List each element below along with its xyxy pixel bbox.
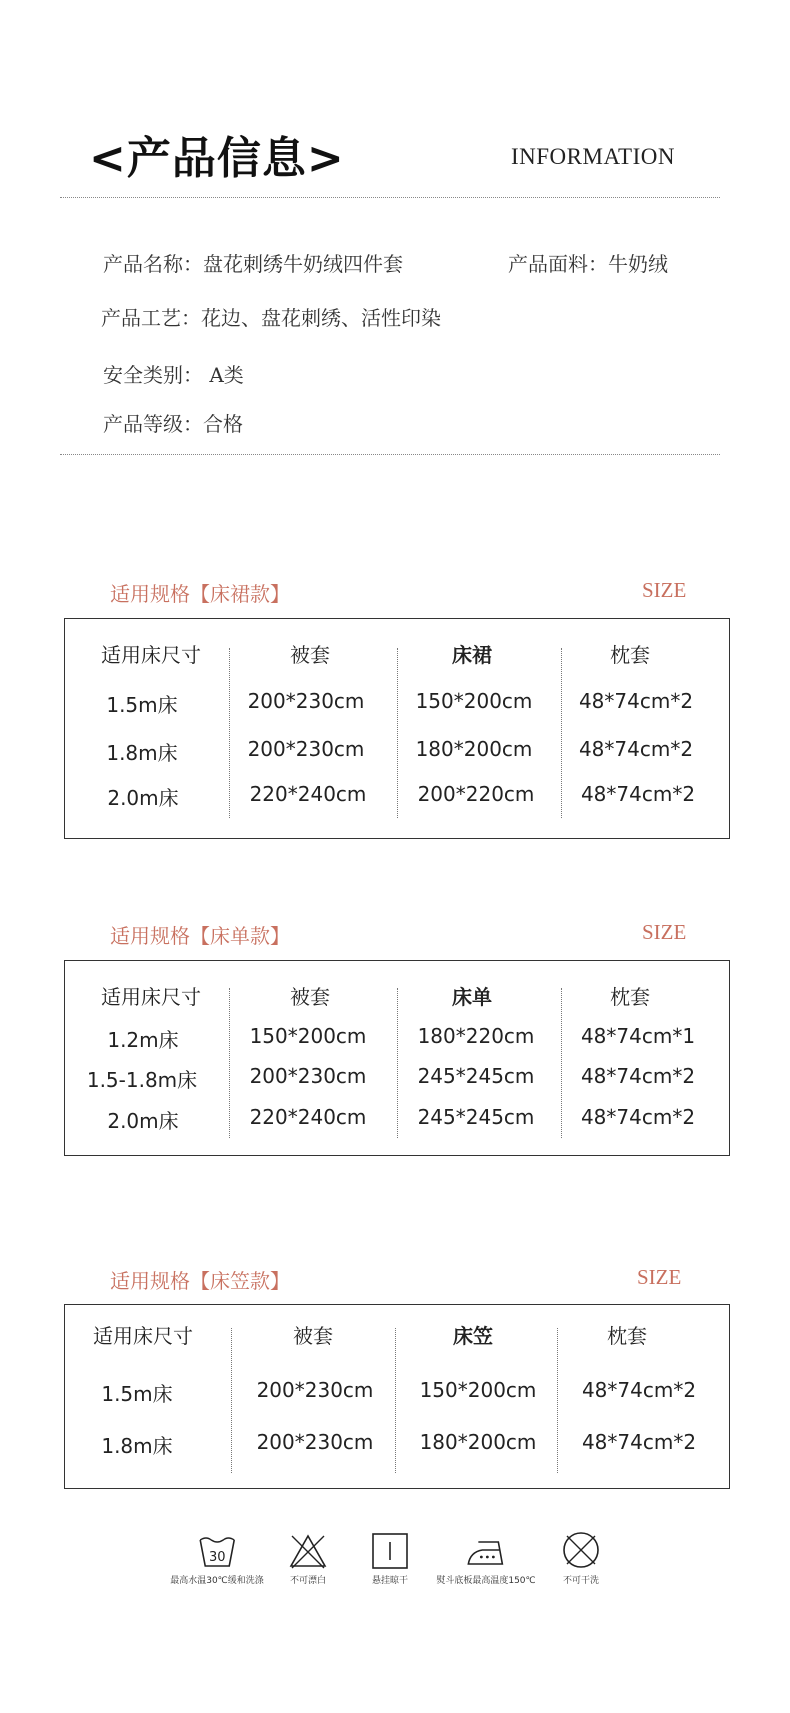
table-cell: 180*200cm bbox=[415, 737, 533, 761]
section-label-fitted: 适用规格【床笠款】 bbox=[110, 1269, 290, 1293]
no-dry-clean-icon bbox=[561, 1530, 601, 1570]
table-cell: 220*240cm bbox=[249, 782, 367, 806]
page-title: <产品信息> bbox=[89, 133, 345, 184]
table-cell: 48*74cm*2 bbox=[580, 1064, 696, 1088]
section-label-sheet: 适用规格【床单款】 bbox=[110, 924, 290, 948]
care-label: 最高水温30℃缓和洗涤 bbox=[170, 1576, 264, 1586]
care-hang-dry bbox=[370, 1532, 410, 1586]
table-cell: 48*74cm*2 bbox=[581, 1378, 697, 1402]
care-no-bleach bbox=[288, 1532, 328, 1586]
table-cell: 2.0m床 bbox=[107, 786, 179, 810]
section-size-sheet: SIZE bbox=[642, 920, 687, 944]
table-cell: 48*74cm*2 bbox=[580, 782, 696, 806]
table-header: 床单 bbox=[452, 985, 492, 1009]
table-cell: 200*230cm bbox=[247, 737, 365, 761]
table-cell: 220*240cm bbox=[249, 1105, 367, 1129]
table-divider bbox=[229, 648, 230, 818]
product-safety: 安全类别： A类 bbox=[103, 363, 244, 387]
care-iron bbox=[436, 1532, 535, 1586]
care-label: 熨斗底板最高温度150℃ bbox=[436, 1576, 536, 1586]
product-craft: 产品工艺：花边、盘花刺绣、活性印染 bbox=[101, 306, 441, 330]
table-cell: 200*230cm bbox=[249, 1064, 367, 1088]
care-label: 悬挂晾干 bbox=[371, 1576, 408, 1586]
table-header: 床笠 bbox=[453, 1324, 493, 1348]
care-label: 不可干洗 bbox=[562, 1576, 599, 1586]
table-cell: 48*74cm*2 bbox=[578, 737, 694, 761]
product-fabric: 产品面料：牛奶绒 bbox=[508, 252, 668, 276]
table-header: 适用床尺寸 bbox=[101, 643, 201, 667]
care-no-dry-clean bbox=[561, 1530, 601, 1586]
table-header: 枕套 bbox=[610, 985, 650, 1009]
care-label: 不可漂白 bbox=[289, 1576, 326, 1586]
table-divider bbox=[395, 1328, 396, 1473]
table-divider bbox=[397, 648, 398, 818]
table-cell: 48*74cm*2 bbox=[578, 689, 694, 713]
table-cell: 180*200cm bbox=[419, 1430, 537, 1454]
table-cell: 150*200cm bbox=[419, 1378, 537, 1402]
table-header: 枕套 bbox=[610, 643, 650, 667]
table-header: 被套 bbox=[293, 1324, 333, 1348]
care-wash bbox=[170, 1532, 264, 1586]
product-grade: 产品等级：合格 bbox=[103, 412, 243, 436]
table-divider bbox=[229, 988, 230, 1138]
table-cell: 1.2m床 bbox=[107, 1028, 179, 1052]
wash-temperature: 30 bbox=[208, 1550, 226, 1565]
table-cell: 1.8m床 bbox=[101, 1434, 173, 1458]
table-header: 适用床尺寸 bbox=[101, 985, 201, 1009]
divider-top bbox=[60, 197, 720, 198]
table-divider bbox=[397, 988, 398, 1138]
table-cell: 245*245cm bbox=[417, 1105, 535, 1129]
table-cell: 200*230cm bbox=[256, 1378, 374, 1402]
section-label-bedskirt: 适用规格【床裙款】 bbox=[110, 582, 290, 606]
wash-30-icon bbox=[197, 1532, 237, 1570]
table-divider bbox=[561, 988, 562, 1138]
iron-150-icon bbox=[464, 1532, 508, 1570]
table-cell: 1.8m床 bbox=[106, 741, 178, 765]
table-header: 适用床尺寸 bbox=[93, 1324, 193, 1348]
table-divider bbox=[561, 648, 562, 818]
table-cell: 200*230cm bbox=[247, 689, 365, 713]
table-header: 被套 bbox=[290, 985, 330, 1009]
table-cell: 2.0m床 bbox=[107, 1109, 179, 1133]
table-header: 被套 bbox=[290, 643, 330, 667]
table-cell: 1.5m床 bbox=[101, 1382, 173, 1406]
table-cell: 48*74cm*2 bbox=[581, 1430, 697, 1454]
table-cell: 1.5m床 bbox=[106, 693, 178, 717]
table-cell: 200*220cm bbox=[417, 782, 535, 806]
hang-dry-icon bbox=[370, 1532, 410, 1570]
table-cell: 48*74cm*2 bbox=[580, 1105, 696, 1129]
table-cell: 1.5-1.8m床 bbox=[86, 1068, 198, 1092]
section-size-fitted: SIZE bbox=[637, 1265, 682, 1289]
table-header: 床裙 bbox=[452, 643, 492, 667]
section-size-bedskirt: SIZE bbox=[642, 578, 687, 602]
table-cell: 150*200cm bbox=[415, 689, 533, 713]
table-header: 枕套 bbox=[607, 1324, 647, 1348]
product-name: 产品名称：盘花刺绣牛奶绒四件套 bbox=[103, 252, 403, 276]
table-cell: 150*200cm bbox=[249, 1024, 367, 1048]
table-divider bbox=[557, 1328, 558, 1473]
table-cell: 180*220cm bbox=[417, 1024, 535, 1048]
table-cell: 200*230cm bbox=[256, 1430, 374, 1454]
table-divider bbox=[231, 1328, 232, 1473]
page-subtitle: INFORMATION bbox=[511, 144, 675, 169]
no-bleach-icon bbox=[288, 1532, 328, 1570]
divider-bottom bbox=[60, 454, 720, 455]
table-cell: 48*74cm*1 bbox=[580, 1024, 696, 1048]
table-cell: 245*245cm bbox=[417, 1064, 535, 1088]
